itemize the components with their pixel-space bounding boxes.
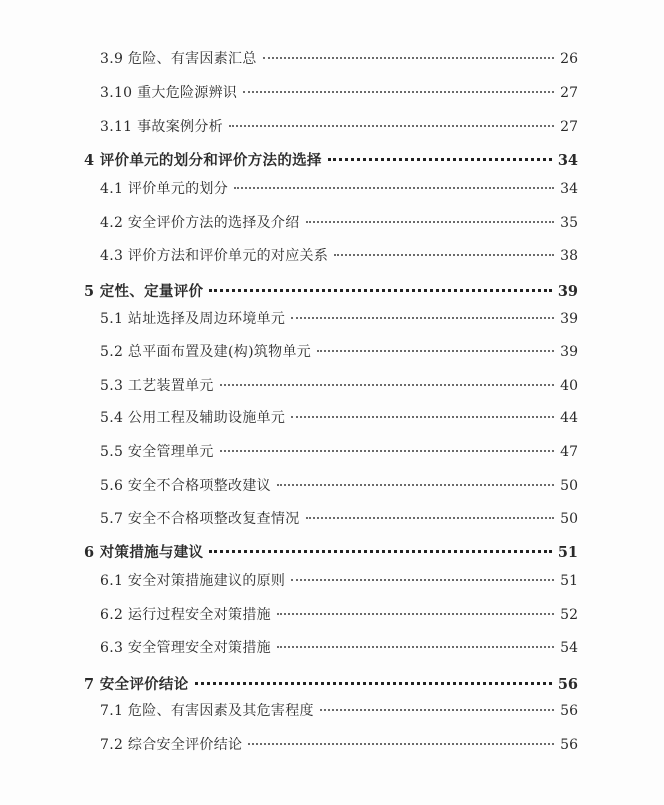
dot-leader [220, 384, 554, 386]
toc-entry-page: 47 [560, 444, 578, 460]
dot-leader [209, 289, 551, 292]
toc-entry-title: 4.2 安全评价方法的选择及介绍 [100, 215, 300, 231]
toc-entry-title: 5.7 安全不合格项整改复查情况 [100, 511, 300, 527]
toc-entry[interactable] [100, 82, 578, 106]
toc-entry-page: 27 [560, 85, 578, 101]
toc-entry-page: 52 [560, 607, 578, 623]
toc-entry-page: 35 [560, 215, 578, 231]
dot-leader [306, 517, 554, 519]
toc-entry[interactable] [100, 604, 578, 628]
dot-leader [320, 709, 554, 711]
toc-entry-page: 50 [560, 511, 578, 527]
toc-entry-page: 56 [560, 737, 578, 753]
toc-chapter-title: 6 对策措施与建议 [84, 544, 204, 561]
toc-entry[interactable] [100, 508, 578, 532]
toc-entry-title: 5.2 总平面布置及建(构)筑物单元 [100, 344, 312, 360]
dot-leader [277, 484, 554, 486]
toc-entry[interactable] [100, 637, 578, 661]
toc-entry-title: 3.11 事故案例分析 [100, 119, 223, 135]
toc-entry[interactable] [100, 475, 578, 499]
toc-entry-title: 5.5 安全管理单元 [100, 444, 214, 460]
toc-chapter[interactable] [84, 149, 578, 173]
toc-entry[interactable] [100, 734, 578, 758]
dot-leader [234, 187, 554, 189]
toc-entry-title: 5.4 公用工程及辅助设施单元 [100, 410, 286, 426]
toc-entry-title: 6.2 运行过程安全对策措施 [100, 607, 271, 623]
toc-entry-page: 56 [560, 703, 578, 719]
toc-entry[interactable] [100, 570, 578, 594]
toc-entry-title: 5.6 安全不合格项整改建议 [100, 478, 271, 494]
toc-entry-page: 54 [560, 640, 578, 656]
toc-chapter-title: 7 安全评价结论 [84, 676, 189, 693]
toc-entry-title: 3.9 危险、有害因素汇总 [100, 51, 257, 67]
dot-leader [243, 91, 554, 93]
toc-entry-page: 50 [560, 478, 578, 494]
dot-leader [220, 450, 554, 452]
toc-chapter-page: 39 [557, 283, 578, 300]
dot-leader [291, 579, 554, 581]
toc-chapter-title: 5 定性、定量评价 [84, 283, 204, 300]
toc-entry[interactable] [100, 375, 578, 399]
toc-entry[interactable] [100, 308, 578, 332]
toc-entry-title: 7.1 危险、有害因素及其危害程度 [100, 703, 314, 719]
toc-entry-page: 39 [560, 344, 578, 360]
toc-entry-title: 7.2 综合安全评价结论 [100, 737, 243, 753]
dot-leader [334, 254, 554, 256]
dot-leader [291, 416, 554, 418]
toc-entry-page: 34 [560, 181, 578, 197]
dot-leader [277, 613, 554, 615]
dot-leader [328, 158, 552, 161]
toc-chapter-page: 34 [557, 152, 578, 169]
toc-chapter-page: 56 [557, 676, 578, 693]
toc-entry-title: 5.3 工艺装置单元 [100, 378, 214, 394]
toc-entry-title: 5.1 站址选择及周边环境单元 [100, 311, 286, 327]
toc-entry-title: 4.3 评价方法和评价单元的对应关系 [100, 248, 329, 264]
dot-leader [317, 350, 554, 352]
toc-chapter[interactable] [84, 280, 578, 304]
toc-entry-title: 6.1 安全对策措施建议的原则 [100, 573, 286, 589]
toc-entry-title: 4.1 评价单元的划分 [100, 181, 229, 197]
toc-entry-page: 26 [560, 51, 578, 67]
toc-entry-page: 51 [560, 573, 578, 589]
dot-leader [229, 125, 554, 127]
toc-entry-page: 38 [560, 248, 578, 264]
toc-entry[interactable] [100, 441, 578, 465]
toc-entry-page: 27 [560, 119, 578, 135]
toc-chapter-page: 51 [557, 544, 578, 561]
toc-entry[interactable] [100, 700, 578, 724]
toc-chapter-title: 4 评价单元的划分和评价方法的选择 [84, 152, 322, 169]
toc-entry-page: 39 [560, 311, 578, 327]
toc-entry-title: 3.10 重大危险源辨识 [100, 85, 238, 101]
toc-entry[interactable] [100, 245, 578, 269]
toc-entry-title: 6.3 安全管理安全对策措施 [100, 640, 271, 656]
toc-entry[interactable] [100, 212, 578, 236]
dot-leader [291, 317, 554, 319]
dot-leader [195, 682, 552, 685]
toc-entry-page: 40 [560, 378, 578, 394]
toc-entry[interactable] [100, 407, 578, 431]
dot-leader [263, 57, 554, 59]
toc-entry-page: 44 [560, 410, 578, 426]
toc-entry[interactable] [100, 116, 578, 140]
toc-entry[interactable] [100, 341, 578, 365]
dot-leader [209, 550, 551, 553]
dot-leader [306, 221, 554, 223]
dot-leader [248, 743, 554, 745]
toc-chapter[interactable] [84, 673, 578, 697]
toc-chapter[interactable] [84, 541, 578, 565]
dot-leader [277, 646, 554, 648]
toc-entry[interactable] [100, 178, 578, 202]
toc-entry[interactable] [100, 48, 578, 72]
